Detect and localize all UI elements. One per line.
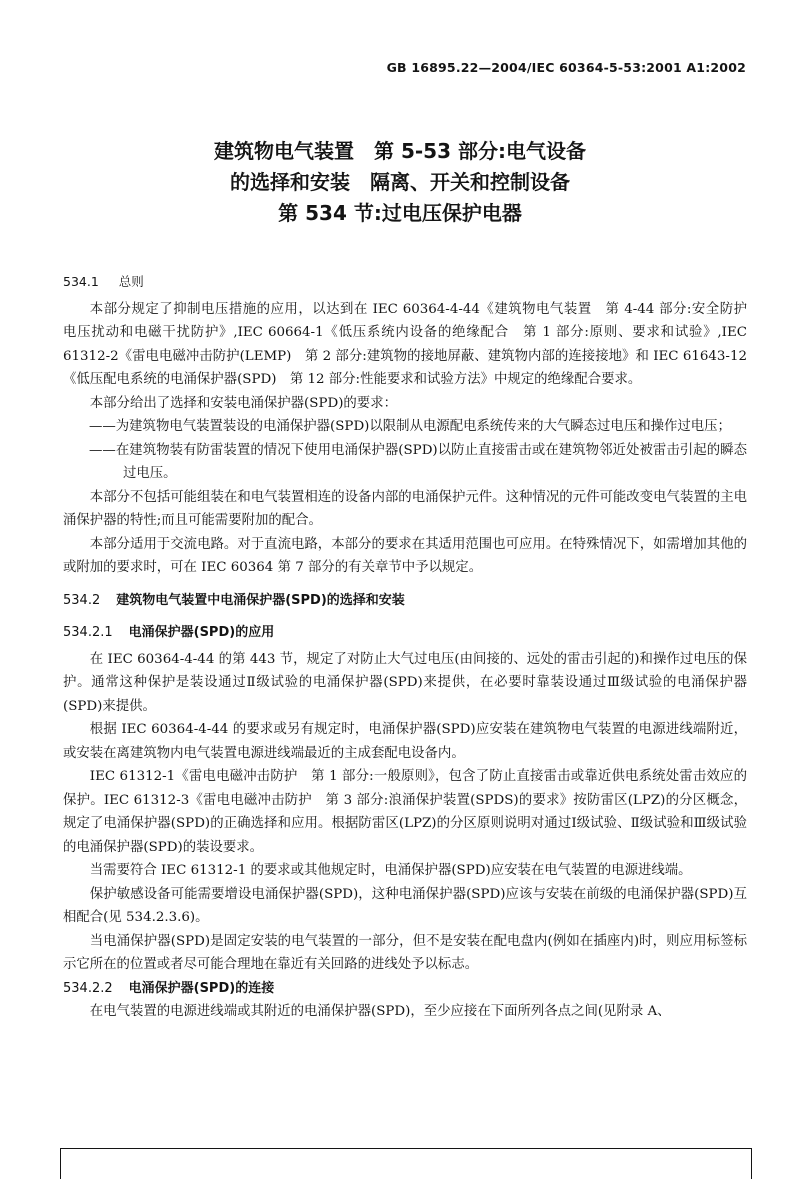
section-title: 电涌保护器(SPD)的连接 bbox=[128, 980, 275, 996]
paragraph: 当电涌保护器(SPD)是固定安装的电气装置的一部分，但不是安装在配电盘内(例如在插座内)时，则应用标签标示它所在的位置或者尽可能合理地在靠近有关回路的进线处予以标志。 bbox=[63, 933, 747, 972]
section-534-2-2-heading bbox=[63, 977, 747, 1001]
paragraph: 本部分给出了选择和安装电涌保护器(SPD)的要求： bbox=[89, 395, 397, 411]
section-number: 534.1 bbox=[63, 274, 99, 289]
document-title bbox=[0, 136, 800, 229]
paragraph: 本部分不包括可能组装在和电气装置相连的设备内部的电涌保护元件。这种情况的元件可能改变电气装置的主电涌保护器的特性;而且可能需要附加的配合。 bbox=[63, 489, 747, 528]
paragraph: 本部分规定了抑制电压措施的应用，以达到在 IEC 60364-4-44《建筑物电气装置 第 4-44 部分:安全防护 电压扰动和电磁干扰防护》,IEC 60664-1《低压系统内设备的绝缘配合 第 1 部分:原则、要求和试验》,IEC 61312-2《雷电电磁冲击防护(LEMP) 第 2 部分:建筑物的接地屏蔽、建筑物内部的连接接地》和 IEC 61643-12《低压配电系统的电涌保护器(SPD) 第 12 部分:性能要求和试验方法》中规定的绝缘配合要求。 bbox=[63, 301, 761, 387]
paragraph: 本部分适用于交流电路。对于直流电路，本部分的要求在其适用范围也可应用。在特殊情况下，如需增加其他的或附加的要求时，可在 IEC 60364 第 7 部分的有关章节中予以规定。 bbox=[63, 536, 747, 575]
paragraph: 在 IEC 60364-4-44 的第 443 节，规定了对防止大气过电压(由间接的、远处的雷击引起的)和操作过电压的保护。通常这种保护是装设通过Ⅱ级试验的电涌保护器(SPD)来提供，在必要时靠装设通过Ⅲ级试验的电涌保护器(SPD)来提供。 bbox=[63, 651, 747, 714]
section-title: 总则 bbox=[118, 274, 144, 289]
paragraph: 在电气装置的电源进线端或其附近的电涌保护器(SPD)，至少应接在下面所列各点之间(见附录 A、 bbox=[89, 1004, 671, 1019]
section-title: 电涌保护器(SPD)的应用 bbox=[128, 625, 275, 640]
section-number: 534.2.1 bbox=[63, 625, 113, 640]
paragraph: 根据 IEC 60364-4-44 的要求或另有规定时，电涌保护器(SPD)应安装在建筑物电气装置的电源进线端附近，或安装在离建筑物内电气装置电源进线端最近的主成套配电设备内。 bbox=[63, 722, 747, 761]
title-line-2: 的选择和安装 隔离、开关和控制设备 bbox=[230, 170, 570, 194]
figure-frame-top bbox=[60, 1148, 752, 1179]
section-number: 534.2.2 bbox=[63, 980, 113, 996]
dash-list-item: ——为建筑物电气装置装设的电涌保护器(SPD)以限制从电源配电系统传来的大气瞬态过电压和操作过电压； bbox=[89, 419, 731, 434]
section-534-2-1-heading bbox=[63, 621, 747, 645]
section-number: 534.2 bbox=[63, 592, 101, 608]
title-line-1: 建筑物电气装置 第 5-53 部分:电气设备 bbox=[214, 139, 586, 163]
document-body bbox=[63, 270, 761, 1024]
section-534-1-heading bbox=[63, 270, 747, 294]
dash-list-item: ——在建筑物装有防雷装置的情况下使用电涌保护器(SPD)以防止直接雷击或在建筑物邻近处被雷击引起的瞬态过电压。 bbox=[89, 442, 747, 481]
title-line-3: 第 534 节:过电压保护电器 bbox=[278, 201, 522, 225]
section-title: 建筑物电气装置中电涌保护器(SPD)的选择和安装 bbox=[116, 592, 405, 608]
section-534-2-heading bbox=[63, 589, 747, 613]
paragraph: 保护敏感设备可能需要增设电涌保护器(SPD)，这种电涌保护器(SPD)应该与安装在前级的电涌保护器(SPD)互相配合(见 534.2.3.6)。 bbox=[63, 886, 747, 925]
paragraph: IEC 61312-1《雷电电磁冲击防护 第 1 部分:一般原则》，包含了防止直接雷击或靠近供电系统处雷击效应的保护。IEC 61312-3《雷电电磁冲击防护 第 3 部分:浪涌保护装置(SPDS)的要求》按防雷区(LPZ)的分区概念，规定了电涌保护器(SPD)的正确选择和应用。根据防雷区(LPZ)的分区原则说明对通过Ⅰ级试验、Ⅱ级试验和Ⅲ级试验的电涌保护器(SPD)的装设要求。 bbox=[63, 769, 747, 855]
standard-code-header: GB 16895.22—2004/IEC 60364-5-53:2001 A1:2002 bbox=[386, 60, 746, 75]
paragraph: 当需要符合 IEC 61312-1 的要求或其他规定时，电涌保护器(SPD)应安装在电气装置的电源进线端。 bbox=[89, 863, 692, 878]
